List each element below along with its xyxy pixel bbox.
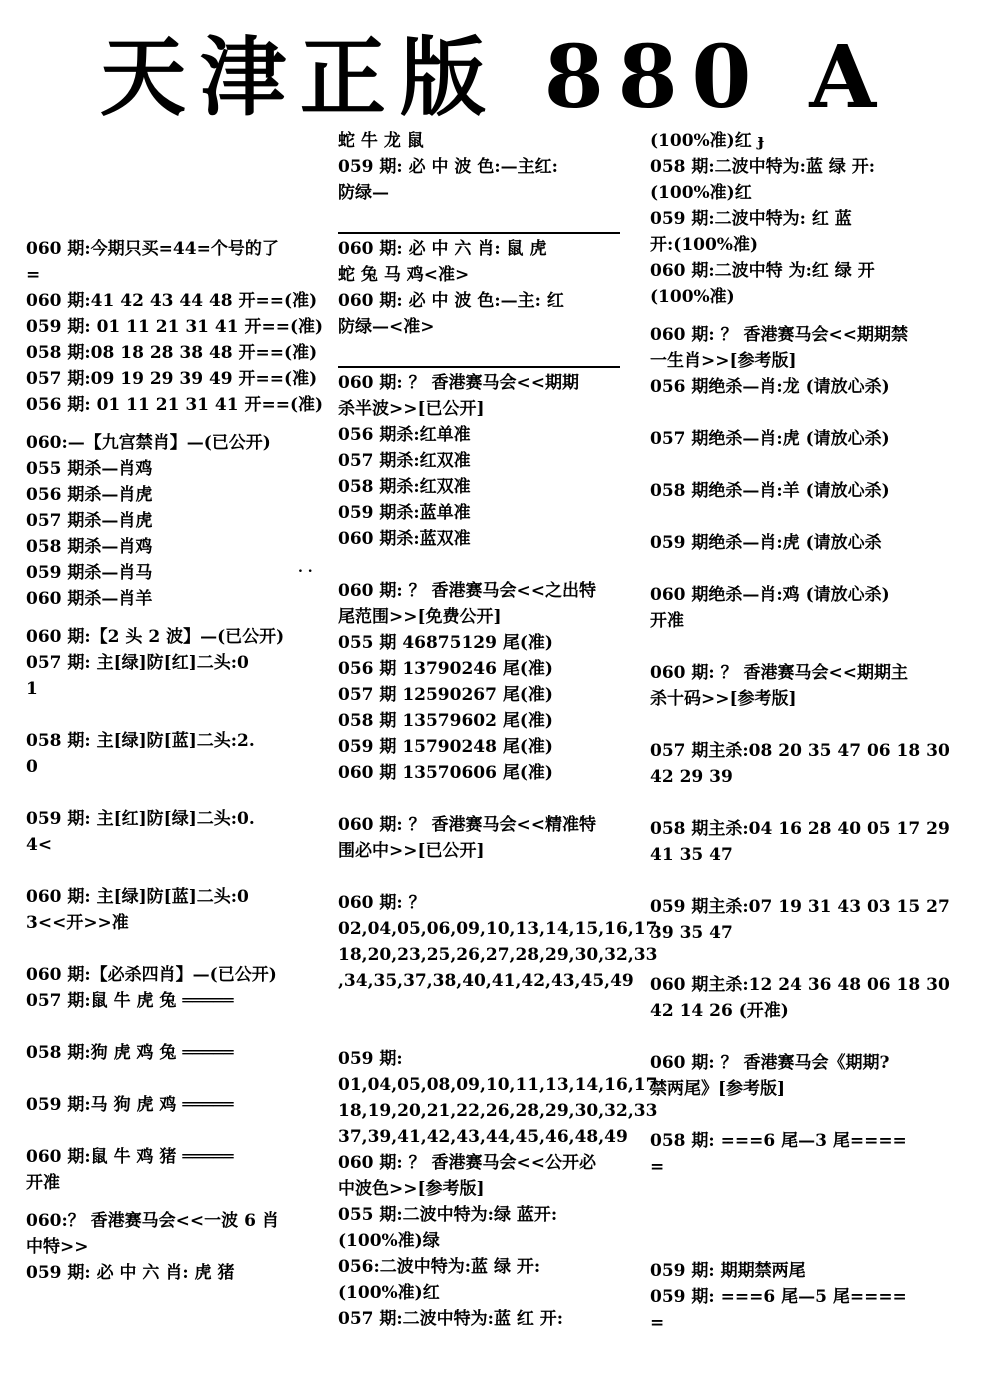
text-line: 060 期 13570606 尾(准) bbox=[338, 763, 553, 783]
text-line: (100%准)绿 bbox=[338, 1231, 440, 1251]
text-line: 059 期: 必 中 波 色:—主红: bbox=[338, 157, 558, 177]
text-line: 060 期:今期只买=44=个号的了 bbox=[26, 239, 279, 259]
text-line: 防绿—<准> bbox=[338, 317, 435, 337]
section-heading: 060 期: ？ 香港赛马会<<期期 bbox=[338, 366, 620, 396]
text-line: (100%准)红 ɟ bbox=[650, 131, 765, 151]
text-line: 059 期: 01 11 21 31 41 开==(准) bbox=[26, 317, 324, 337]
text-line: 060 期:41 42 43 44 48 开==(准) bbox=[26, 291, 318, 311]
text-line: 059 期绝杀—肖:虎 (请放心杀 bbox=[650, 533, 882, 553]
section-heading: 060 期: ？ 香港赛马会<<公开必 bbox=[338, 1153, 597, 1173]
number-list: 37,39,41,42,43,44,45,46,48,49 bbox=[338, 1127, 628, 1147]
section-heading: 060 期: 必 中 六 肖: 鼠 虎 bbox=[338, 232, 620, 262]
text-line: 057 期绝杀—肖:虎 (请放心杀) bbox=[650, 429, 890, 449]
number-list: ,34,35,37,38,40,41,42,43,45,49 bbox=[338, 971, 634, 991]
text-line: 060 期:二波中特 为:红 绿 开 bbox=[650, 261, 875, 281]
text-line: 057 期 12590267 尾(准) bbox=[338, 685, 553, 705]
text-line: 39 35 47 bbox=[650, 923, 733, 943]
text-line: 057 期杀—肖虎 bbox=[26, 511, 153, 531]
text-line: = bbox=[26, 265, 41, 285]
text-line: 060 期: 主[绿]防[蓝]二头:0 bbox=[26, 887, 249, 907]
text-line: 058 期:二波中特为:蓝 绿 开: bbox=[650, 157, 876, 177]
text-line: 057 期:鼠 牛 虎 兔 ═════ bbox=[26, 991, 234, 1011]
number-list: 18,19,20,21,22,26,28,29,30,32,33 bbox=[338, 1101, 658, 1121]
text-line: 056 期: 01 11 21 31 41 开==(准) bbox=[26, 395, 324, 415]
text-line: 中波色>>[参考版] bbox=[338, 1179, 485, 1199]
text-line: 059 期: 主[红]防[绿]二头:0. bbox=[26, 809, 255, 829]
text-line: 杀十码>>[参考版] bbox=[650, 689, 797, 709]
text-line: 一生肖>>[参考版] bbox=[650, 351, 797, 371]
section-heading: 060 期: ？ 香港赛马会<<精准特 bbox=[338, 815, 597, 835]
text-line: 开准 bbox=[650, 611, 684, 631]
text-line: 060 期: 必 中 波 色:—主: 红 bbox=[338, 291, 564, 311]
text-line: 060 期杀—肖羊 bbox=[26, 589, 153, 609]
text-line: 3<<开>>准 bbox=[26, 913, 129, 933]
text-line: 开:(100%准) bbox=[650, 235, 759, 255]
text-line: 42 29 39 bbox=[650, 767, 733, 787]
section-heading: 060:—【九宫禁肖】—(已公开) bbox=[26, 433, 271, 453]
text-line: 058 期:狗 虎 鸡 兔 ═════ bbox=[26, 1043, 234, 1063]
text-line: 059 期杀—肖马 bbox=[26, 563, 153, 583]
section-heading: 060 期: ？ bbox=[338, 893, 426, 913]
text-line: 060 期主杀:12 24 36 48 06 18 30 bbox=[650, 975, 950, 995]
section-heading: 060 期: ？ 香港赛马会<<期期禁 bbox=[650, 325, 909, 345]
text-line: 蛇 牛 龙 鼠 bbox=[338, 131, 424, 151]
text-line: 058 期主杀:04 16 28 40 05 17 29 bbox=[650, 819, 950, 839]
text-line: 055 期 46875129 尾(准) bbox=[338, 633, 553, 653]
text-line: 059 期杀:蓝单准 bbox=[338, 503, 471, 523]
text-line: = bbox=[650, 1313, 665, 1333]
text-line: 杀半波>>[已公开] bbox=[338, 399, 485, 419]
column-left bbox=[26, 236, 324, 1286]
number-list: 01,04,05,08,09,10,11,13,14,16,17 bbox=[338, 1075, 658, 1095]
text-line: 059 期主杀:07 19 31 43 03 15 27 bbox=[650, 897, 950, 917]
text-line: 055 期:二波中特为:绿 蓝开: bbox=[338, 1205, 558, 1225]
stray-dots: . . bbox=[298, 560, 313, 576]
text-line: 057 期:09 19 29 39 49 开==(准) bbox=[26, 369, 318, 389]
text-line: 055 期杀—肖鸡 bbox=[26, 459, 153, 479]
text-line: 057 期杀:红双准 bbox=[338, 451, 471, 471]
text-line: 056 期杀:红单准 bbox=[338, 425, 471, 445]
text-line: 057 期主杀:08 20 35 47 06 18 30 bbox=[650, 741, 950, 761]
text-line: 056 期绝杀—肖:龙 (请放心杀) bbox=[650, 377, 890, 397]
text-line: 057 期:二波中特为:蓝 红 开: bbox=[338, 1309, 564, 1329]
text-line: 059 期: 必 中 六 肖: 虎 猪 bbox=[26, 1263, 235, 1283]
section-heading: 060 期: ？ 香港赛马会<<期期主 bbox=[650, 663, 909, 683]
text-line: 4< bbox=[26, 835, 53, 855]
text-line: 41 35 47 bbox=[650, 845, 733, 865]
text-line: 060 期:鼠 牛 鸡 猪 ═════ bbox=[26, 1147, 234, 1167]
column-middle bbox=[338, 128, 658, 1332]
text-line: 防绿— bbox=[338, 183, 389, 203]
number-list: 02,04,05,06,09,10,13,14,15,16,17 bbox=[338, 919, 658, 939]
text-line: 059 期:马 狗 虎 鸡 ═════ bbox=[26, 1095, 234, 1115]
text-line: (100%准) bbox=[650, 287, 735, 307]
section-heading: 060 期: ？ 香港赛马会<<之出特 bbox=[338, 581, 597, 601]
text-line: 058 期杀—肖鸡 bbox=[26, 537, 153, 557]
text-line: 060 期绝杀—肖:鸡 (请放心杀) bbox=[650, 585, 890, 605]
section-heading: 059 期: bbox=[338, 1049, 403, 1069]
text-line: 0 bbox=[26, 757, 38, 777]
text-line: 058 期杀:红双准 bbox=[338, 477, 471, 497]
text-line: (100%准)红 bbox=[338, 1283, 440, 1303]
text-line: 禁两尾》[参考版] bbox=[650, 1079, 786, 1099]
text-line: 056 期 13790246 尾(准) bbox=[338, 659, 553, 679]
text-line: = bbox=[650, 1157, 665, 1177]
column-right bbox=[650, 128, 950, 1336]
text-line: 059 期 15790248 尾(准) bbox=[338, 737, 553, 757]
text-line: 中特>> bbox=[26, 1237, 89, 1257]
text-line: 056 期杀—肖虎 bbox=[26, 485, 153, 505]
text-line: 蛇 兔 马 鸡<准> bbox=[338, 265, 470, 285]
section-heading: 060 期:【必杀四肖】—(已公开) bbox=[26, 965, 277, 985]
text-line: 059 期:二波中特为: 红 蓝 bbox=[650, 209, 852, 229]
text-line: 围必中>>[已公开] bbox=[338, 841, 485, 861]
section-heading: 059 期: 期期禁两尾 bbox=[650, 1261, 806, 1281]
number-list: 18,20,23,25,26,27,28,29,30,32,33 bbox=[338, 945, 658, 965]
text-line: (100%准)红 bbox=[650, 183, 752, 203]
text-line: 059 期: ===6 尾—5 尾==== bbox=[650, 1287, 907, 1307]
text-line: 056:二波中特为:蓝 绿 开: bbox=[338, 1257, 541, 1277]
page-title: 天津正版 880 A bbox=[99, 27, 891, 128]
text-line: 060 期杀:蓝双准 bbox=[338, 529, 471, 549]
text-line: 058 期绝杀—肖:羊 (请放心杀) bbox=[650, 481, 890, 501]
text-line: 058 期 13579602 尾(准) bbox=[338, 711, 553, 731]
section-heading: 060:？ 香港赛马会<<一波 6 肖 bbox=[26, 1211, 279, 1231]
text-line: 057 期: 主[绿]防[红]二头:0 bbox=[26, 653, 249, 673]
text-line: 1 bbox=[26, 679, 38, 699]
section-heading: 060 期:【2 头 2 波】—(已公开) bbox=[26, 627, 285, 647]
text-line: 尾范围>>[免费公开] bbox=[338, 607, 502, 627]
text-line: 058 期:08 18 28 38 48 开==(准) bbox=[26, 343, 318, 363]
text-line: 058 期: ===6 尾—3 尾==== bbox=[650, 1131, 907, 1151]
text-line: 058 期: 主[绿]防[蓝]二头:2. bbox=[26, 731, 255, 751]
text-line: 42 14 26 (开准) bbox=[650, 1001, 789, 1021]
text-line: 开准 bbox=[26, 1173, 60, 1193]
section-heading: 060 期: ？ 香港赛马会《期期? bbox=[650, 1053, 890, 1073]
